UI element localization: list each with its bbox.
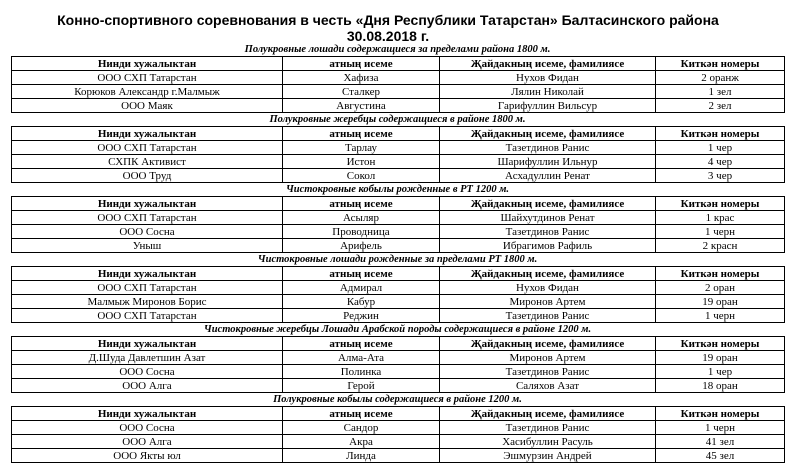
number-cell: 19 оран <box>656 351 785 365</box>
table-header-row <box>12 267 785 281</box>
table-row <box>12 225 785 239</box>
rider-cell: Нухов Фидан <box>440 281 656 295</box>
rider-cell: Лялин Николай <box>440 85 656 99</box>
header-horse: атның исеме <box>283 127 440 141</box>
rider-cell: Саляхов Азат <box>440 379 656 393</box>
table-row <box>12 351 785 365</box>
results-section <box>11 113 784 183</box>
header-farm: Нинди хужалыктан <box>12 407 283 421</box>
horse-cell: Тарлау <box>283 141 440 155</box>
table-row <box>12 379 785 393</box>
farm-cell: Корюков Александр г.Малмыж <box>12 85 283 99</box>
table-row <box>12 309 785 323</box>
header-horse: атның исеме <box>283 267 440 281</box>
number-cell: 1 чер <box>656 365 785 379</box>
number-cell: 18 оран <box>656 379 785 393</box>
section-caption: Полукровные лошади содержащиеся за пределами района 1800 м. <box>244 44 551 55</box>
number-cell: 2 оранж <box>656 71 785 85</box>
table-row <box>12 141 785 155</box>
header-number: Киткән номеры <box>656 57 785 71</box>
farm-cell: ООО Труд <box>12 169 283 183</box>
rider-cell: Тазетдинов Ранис <box>440 365 656 379</box>
section-caption: Чистокровные кобылы рожденные в РТ 1200 м. <box>285 184 510 195</box>
number-cell: 2 оран <box>656 281 785 295</box>
header-number: Киткән номеры <box>656 267 785 281</box>
table-row <box>12 211 785 225</box>
horse-cell: Акра <box>283 435 440 449</box>
rider-cell: Асхадуллин Ренат <box>440 169 656 183</box>
rider-cell: Эшмурзин Андрей <box>440 449 656 463</box>
table-row <box>12 365 785 379</box>
rider-cell: Гарифуллин Вильсур <box>440 99 656 113</box>
header-horse: атның исеме <box>283 197 440 211</box>
header-rider: Җайдакның исеме, фамилиясе <box>440 127 656 141</box>
header-rider: Җайдакның исеме, фамилиясе <box>440 57 656 71</box>
number-cell: 19 оран <box>656 295 785 309</box>
number-cell: 1 черн <box>656 421 785 435</box>
header-horse: атның исеме <box>283 407 440 421</box>
results-section <box>11 183 784 253</box>
rider-cell: Шайхутдинов Ренат <box>440 211 656 225</box>
farm-cell: ООО СХП Татарстан <box>12 281 283 295</box>
number-cell: 4 чер <box>656 155 785 169</box>
number-cell: 2 зел <box>656 99 785 113</box>
table-row <box>12 435 785 449</box>
results-table <box>11 56 785 113</box>
rider-cell: Хасибуллин Расуль <box>440 435 656 449</box>
section-caption: Полукровные кобылы содержащиеся в районе 1200 м. <box>273 394 522 405</box>
table-row <box>12 421 785 435</box>
horse-cell: Асыляр <box>283 211 440 225</box>
table-header-row <box>12 127 785 141</box>
results-table <box>11 126 785 183</box>
horse-cell: Сокол <box>283 169 440 183</box>
farm-cell: ООО Якты юл <box>12 449 283 463</box>
farm-cell: ООО СХП Татарстан <box>12 211 283 225</box>
results-section <box>11 43 784 113</box>
horse-cell: Полинка <box>283 365 440 379</box>
document-title: Конно-спортивного соревнования в честь «Дня Республики Татарстан» Балтасинского района <box>57 12 719 28</box>
number-cell: 2 красн <box>656 239 785 253</box>
horse-cell: Проводница <box>283 225 440 239</box>
header-rider: Җайдакның исеме, фамилиясе <box>440 267 656 281</box>
results-section <box>11 323 784 393</box>
rider-cell: Миронов Артем <box>440 295 656 309</box>
horse-cell: Реджин <box>283 309 440 323</box>
horse-cell: Герой <box>283 379 440 393</box>
number-cell: 3 чер <box>656 169 785 183</box>
table-row <box>12 99 785 113</box>
farm-cell: ООО Сосна <box>12 365 283 379</box>
horse-cell: Августина <box>283 99 440 113</box>
header-number: Киткән номеры <box>656 127 785 141</box>
farm-cell: ООО Сосна <box>12 421 283 435</box>
horse-cell: Кабур <box>283 295 440 309</box>
number-cell: 1 крас <box>656 211 785 225</box>
table-row <box>12 281 785 295</box>
results-section <box>11 393 784 463</box>
rider-cell: Ибрагимов Рафиль <box>440 239 656 253</box>
farm-cell: ООО СХП Татарстан <box>12 309 283 323</box>
section-caption: Чистокровные жеребцы Лошади Арабской породы содержащиеся в районе 1200 м. <box>203 324 592 335</box>
rider-cell: Тазетдинов Ранис <box>440 225 656 239</box>
horse-cell: Сандор <box>283 421 440 435</box>
farm-cell: Малмыж Миронов Борис <box>12 295 283 309</box>
header-rider: Җайдакның исеме, фамилиясе <box>440 197 656 211</box>
farm-cell: ООО Алга <box>12 379 283 393</box>
horse-cell: Истон <box>283 155 440 169</box>
rider-cell: Тазетдинов Ранис <box>440 421 656 435</box>
results-table <box>11 336 785 393</box>
number-cell: 45 зел <box>656 449 785 463</box>
table-row <box>12 85 785 99</box>
results-table <box>11 406 785 463</box>
header-farm: Нинди хужалыктан <box>12 197 283 211</box>
header-farm: Нинди хужалыктан <box>12 267 283 281</box>
rider-cell: Тазетдинов Ранис <box>440 309 656 323</box>
number-cell: 41 зел <box>656 435 785 449</box>
document-date: 30.08.2018 г. <box>346 28 430 44</box>
horse-cell: Адмирал <box>283 281 440 295</box>
farm-cell: ООО СХП Татарстан <box>12 141 283 155</box>
number-cell: 1 чер <box>656 141 785 155</box>
table-row <box>12 71 785 85</box>
table-header-row <box>12 197 785 211</box>
farm-cell: ООО Маяк <box>12 99 283 113</box>
horse-cell: Хафиза <box>283 71 440 85</box>
number-cell: 1 черн <box>656 309 785 323</box>
table-header-row <box>12 337 785 351</box>
table-header-row <box>12 57 785 71</box>
farm-cell: СХПК Активист <box>12 155 283 169</box>
section-caption: Чистокровные лошади рожденные за пределами РТ 1800 м. <box>257 254 538 265</box>
farm-cell: Д.Шуда Давлетшин Азат <box>12 351 283 365</box>
rider-cell: Нухов Фидан <box>440 71 656 85</box>
table-row <box>12 169 785 183</box>
header-number: Киткән номеры <box>656 407 785 421</box>
rider-cell: Миронов Артем <box>440 351 656 365</box>
rider-cell: Шарифуллин Ильнур <box>440 155 656 169</box>
results-table <box>11 266 785 323</box>
table-row <box>12 239 785 253</box>
number-cell: 1 черн <box>656 225 785 239</box>
header-horse: атның исеме <box>283 57 440 71</box>
header-number: Киткән номеры <box>656 197 785 211</box>
header-rider: Җайдакның исеме, фамилиясе <box>440 407 656 421</box>
farm-cell: ООО Сосна <box>12 225 283 239</box>
horse-cell: Арифель <box>283 239 440 253</box>
farm-cell: ООО СХП Татарстан <box>12 71 283 85</box>
horse-cell: Сталкер <box>283 85 440 99</box>
header-farm: Нинди хужалыктан <box>12 127 283 141</box>
header-farm: Нинди хужалыктан <box>12 337 283 351</box>
table-row <box>12 449 785 463</box>
horse-cell: Алма-Ата <box>283 351 440 365</box>
farm-cell: ООО Алга <box>12 435 283 449</box>
results-table <box>11 196 785 253</box>
header-farm: Нинди хужалыктан <box>12 57 283 71</box>
section-caption: Полукровные жеребцы содержащиеся в районе 1800 м. <box>269 114 526 125</box>
rider-cell: Тазетдинов Ранис <box>440 141 656 155</box>
number-cell: 1 зел <box>656 85 785 99</box>
results-section <box>11 253 784 323</box>
farm-cell: Уныш <box>12 239 283 253</box>
table-row <box>12 155 785 169</box>
header-horse: атның исеме <box>283 337 440 351</box>
horse-cell: Линда <box>283 449 440 463</box>
table-row <box>12 295 785 309</box>
header-number: Киткән номеры <box>656 337 785 351</box>
table-header-row <box>12 407 785 421</box>
header-rider: Җайдакның исеме, фамилиясе <box>440 337 656 351</box>
